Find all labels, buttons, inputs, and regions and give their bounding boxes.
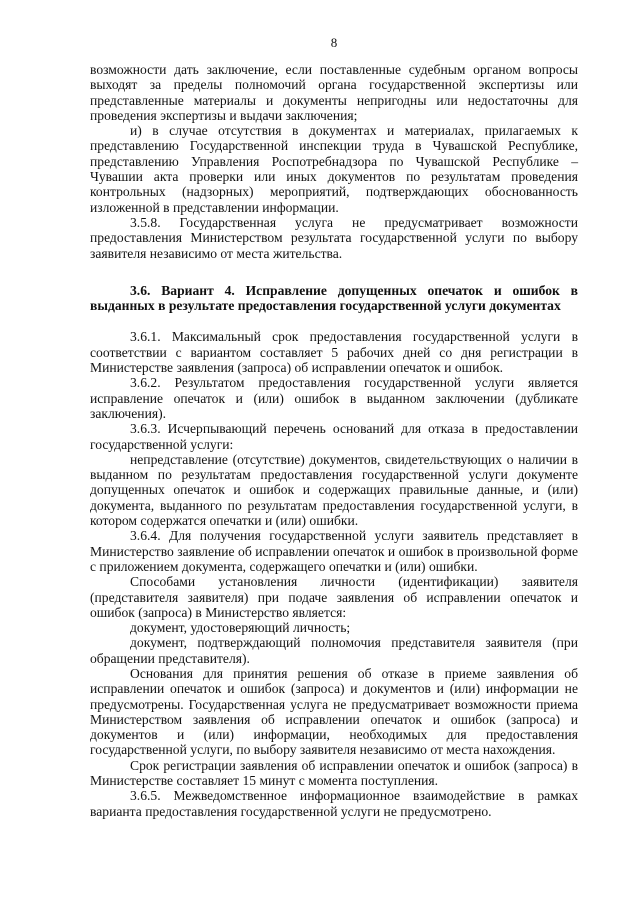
section-heading: 3.6. Вариант 4. Исправление допущенных опечаток и ошибок в выданных в результате предоставления государственной услуги документах xyxy=(90,282,578,314)
paragraph: 3.6.2. Результатом предоставления государственной услуги является исправление опечаток и (или) ошибок в выданном заключении (дубликате заключения). xyxy=(90,375,578,421)
page-number: 8 xyxy=(330,35,338,50)
paragraph: документ, подтверждающий полномочия представителя заявителя (при обращении представителя). xyxy=(90,635,578,666)
paragraph: непредставление (отсутствие) документов, свидетельствующих о наличии в выданном по результатам предоставления государственной услуги документе допущенных опечаток и ошибок и содержащих правильные данные, и (или) документа, выданного по результатам предоставления государственной услуги, в котором содержатся опечатки и (или) ошибки. xyxy=(90,451,578,529)
paragraph: Способами установления личности (идентификации) заявителя (представителя заявителя) при подаче заявления об исправлении опечаток и ошибок (запроса) в Министерство является: xyxy=(90,574,578,620)
paragraph: 3.6.1. Максимальный срок предоставления государственной услуги в соответствии с вариантом составляет 5 рабочих дней со дня регистрации в Министерстве заявления (запроса) об исправлении опечаток и ошибок. xyxy=(90,329,578,376)
paragraph: 3.6.3. Исчерпывающий перечень оснований для отказа в предоставлении государственной услуги: xyxy=(90,421,578,452)
paragraph: 3.6.4. Для получения государственной услуги заявитель представляет в Министерство заявление об исправлении опечаток и ошибок в произвольной форме с приложением документа, содержащего опечатки и (или) ошибки. xyxy=(90,528,578,574)
paragraph: документ, удостоверяющий личность; xyxy=(130,620,351,636)
paragraph: возможности дать заключение, если поставленные судебным органом вопросы выходят за пределы полномочий органа государственной экспертизы или представленные материалы и документы непригодны или недостаточны для проведения экспертизы и выдачи заключения; xyxy=(90,62,578,123)
paragraph: Основания для принятия решения об отказе в приеме заявления об исправлении опечаток и ошибок (запроса) и документов и (или) информации не предусмотрены. Государственная услуга не предусматривает возможности приема Министерством заявления об исправлении опечаток и ошибок (запроса) и документов и (или) информации, необходимых для предоставления государственной услуги, по выбору заявителя независимо от места нахождения. xyxy=(90,665,578,758)
paragraph: 3.6.5. Межведомственное информационное взаимодействие в рамках варианта предоставления государственной услуги не предусмотрено. xyxy=(90,788,578,819)
paragraph: 3.5.8. Государственная услуга не предусматривает возможности предоставления Министерством результата государственной услуги по выбору заявителя независимо от места жительства. xyxy=(90,214,578,261)
paragraph: и) в случае отсутствия в документах и материалах, прилагаемых к представлению Государственной инспекции труда в Чувашской Республике, представлению Управления Роспотребнадзора по Чувашской Республике – Чувашии акта проверки или иных документов по результатам проведения контрольных (надзорных) мероприятий, подтверждающих обоснованность изложенной в представлении информации. xyxy=(90,123,578,215)
document-body xyxy=(90,62,578,819)
paragraph: Срок регистрации заявления об исправлении опечаток и ошибок (запроса) в Министерстве составляет 15 минут с момента поступления. xyxy=(90,757,578,789)
